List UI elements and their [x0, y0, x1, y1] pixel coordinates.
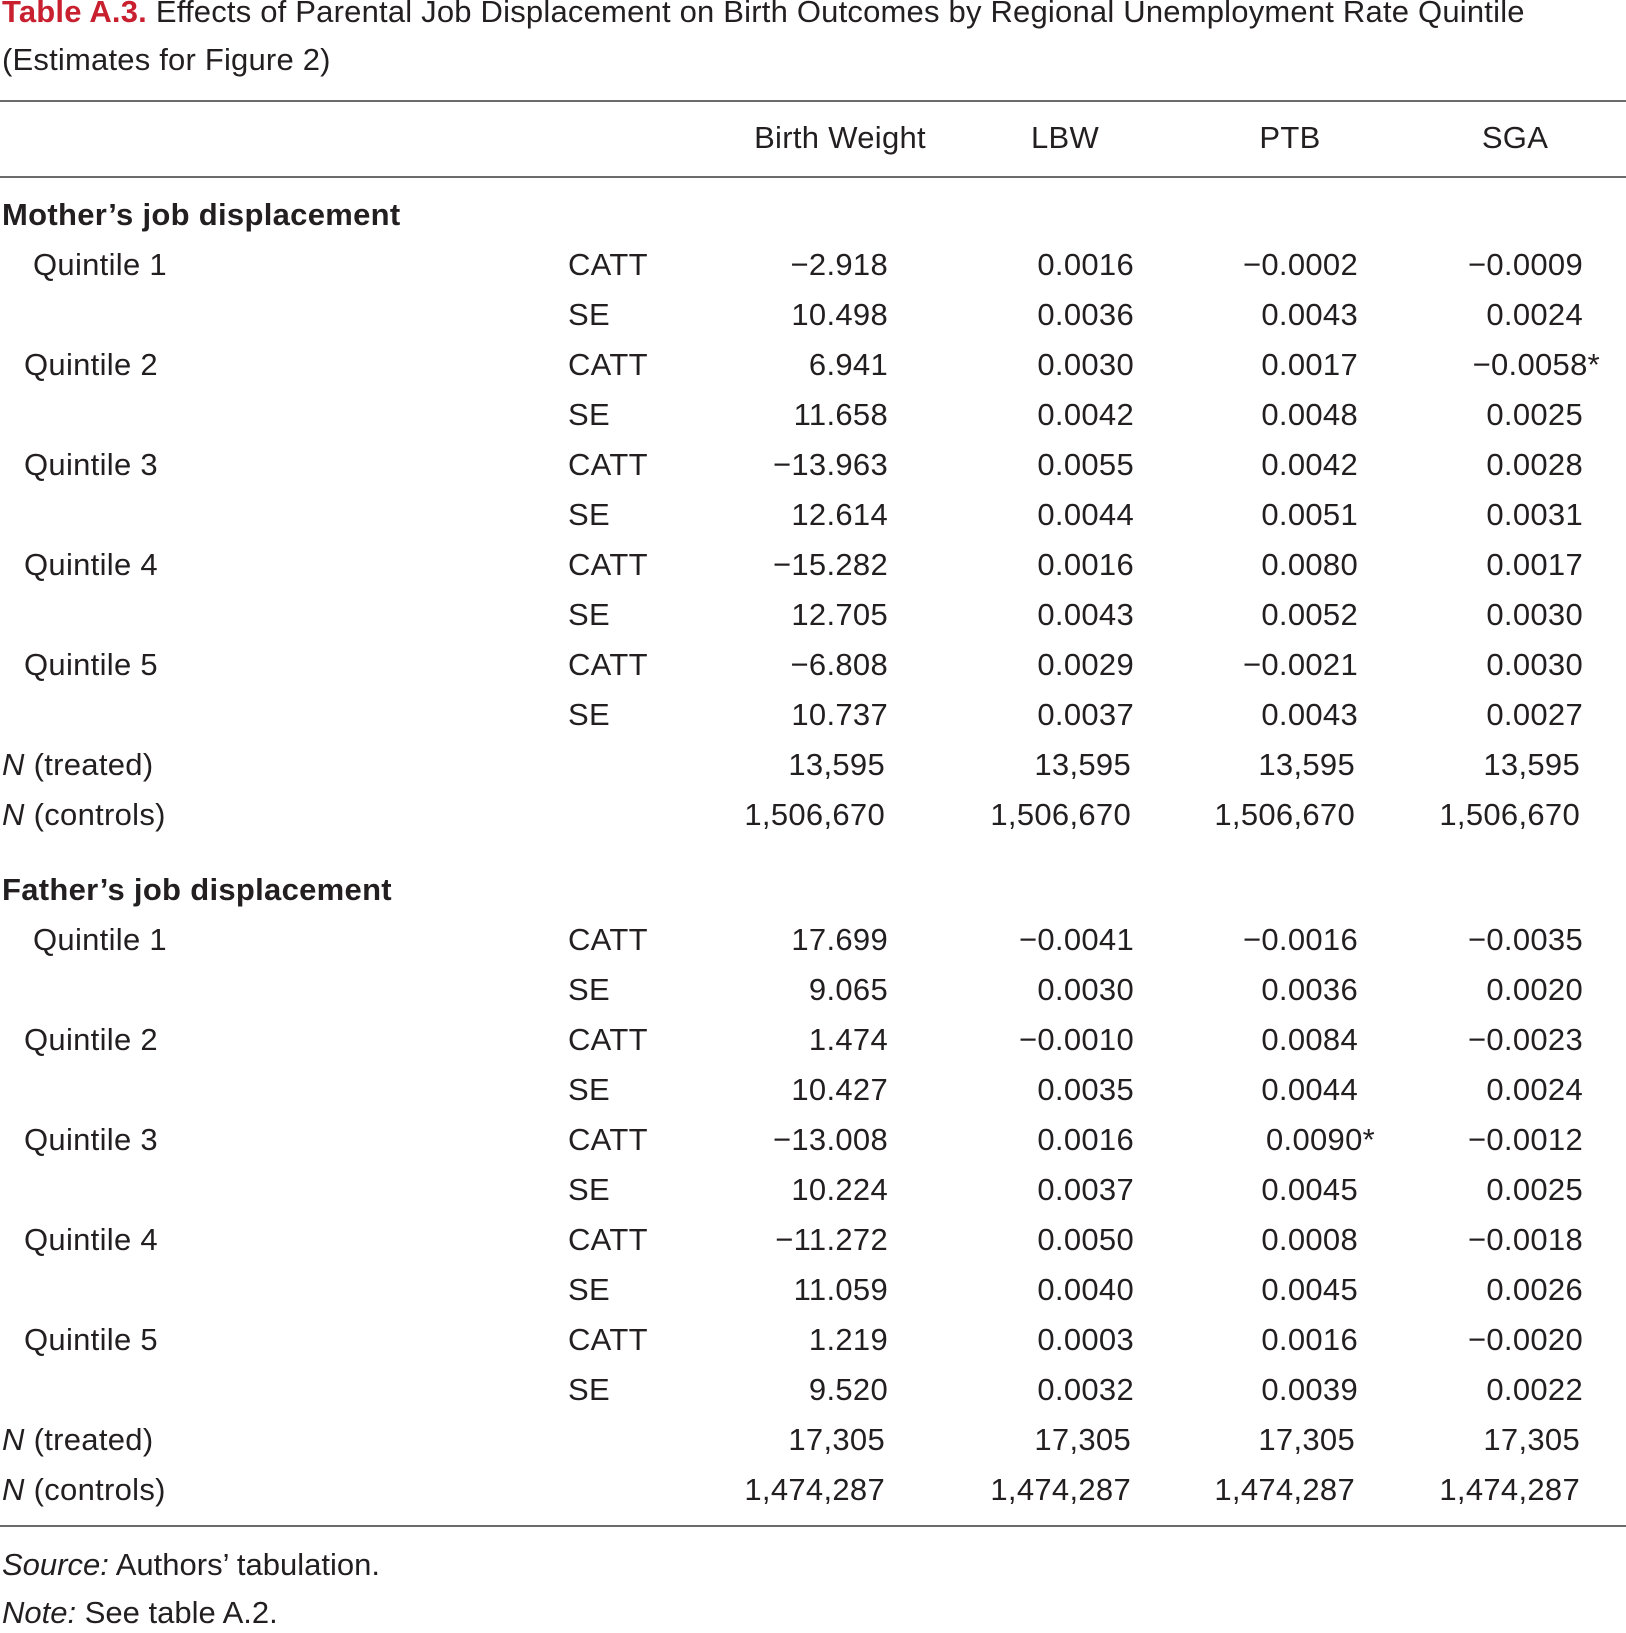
stat-label: SE [568, 1072, 610, 1107]
cell-ptb: 0.0017 [1261, 347, 1358, 382]
column-header-sga: SGA [1481, 120, 1549, 155]
count-ptb: 1,506,670 [1214, 797, 1355, 832]
stat-label: CATT [568, 1222, 648, 1257]
cell-lbw: 0.0040 [1037, 1272, 1134, 1307]
cell-sga: 0.0028 [1486, 447, 1583, 482]
stat-label: SE [568, 697, 610, 732]
stat-label: SE [568, 297, 610, 332]
cell-birth-weight: −13.963 [772, 447, 888, 482]
source-label: Source: [2, 1547, 109, 1582]
cell-sga: 0.0025 [1486, 1172, 1583, 1207]
row-label: Quintile 4 [24, 1222, 158, 1257]
cell-lbw: 0.0029 [1037, 647, 1134, 682]
cell-ptb: 0.0080 [1261, 547, 1358, 582]
stat-label: SE [568, 1372, 610, 1407]
cell-ptb: −0.0002 [1242, 247, 1358, 282]
cell-ptb: −0.0021 [1242, 647, 1358, 682]
cell-birth-weight: 17.699 [791, 922, 888, 957]
cell-lbw: 0.0050 [1037, 1222, 1134, 1257]
panel-heading: Mother’s job displacement [2, 197, 401, 232]
cell-lbw: 0.0016 [1037, 1122, 1134, 1157]
cell-birth-weight: 11.059 [793, 1272, 888, 1307]
cell-ptb: 0.0044 [1261, 1072, 1358, 1107]
cell-ptb: 0.0042 [1261, 447, 1358, 482]
header-rule [0, 176, 1626, 178]
cell-sga: −0.0012 [1467, 1122, 1583, 1157]
count-row-label [2, 745, 153, 785]
cell-lbw: 0.0055 [1037, 447, 1134, 482]
cell-sga: 0.0020 [1486, 972, 1583, 1007]
cell-lbw: 0.0035 [1037, 1072, 1134, 1107]
stat-label: SE [568, 397, 610, 432]
stat-label: CATT [568, 647, 648, 682]
stat-label: SE [568, 1272, 610, 1307]
stat-label: CATT [568, 447, 648, 482]
cell-lbw: 0.0016 [1037, 547, 1134, 582]
row-label: Quintile 2 [24, 347, 158, 382]
cell-ptb: 0.0043 [1261, 297, 1358, 332]
column-header-ptb: PTB [1259, 120, 1321, 155]
stat-label: SE [568, 1172, 610, 1207]
count-lbw: 1,474,287 [990, 1472, 1131, 1507]
cell-ptb: 0.0084 [1261, 1022, 1358, 1057]
top-rule [0, 100, 1626, 102]
cell-lbw: 0.0044 [1037, 497, 1134, 532]
row-label: Quintile 2 [24, 1022, 158, 1057]
count-lbw: 1,506,670 [990, 797, 1131, 832]
cell-sga: −0.0023 [1467, 1022, 1583, 1057]
count-birth-weight: 1,474,287 [744, 1472, 885, 1507]
cell-birth-weight: 6.941 [808, 347, 888, 382]
count-label: (controls) [24, 797, 166, 832]
cell-ptb: 0.0052 [1261, 597, 1358, 632]
count-birth-weight: 1,506,670 [744, 797, 885, 832]
panel-heading: Father’s job displacement [2, 872, 392, 907]
cell-lbw: 0.0037 [1037, 1172, 1134, 1207]
cell-birth-weight: 10.224 [791, 1172, 888, 1207]
cell-birth-weight: −11.272 [775, 1222, 888, 1257]
stat-label: SE [568, 597, 610, 632]
cell-birth-weight: 12.614 [791, 497, 888, 532]
row-label: Quintile 1 [33, 247, 167, 282]
note-line [2, 1593, 278, 1633]
n-symbol: N [2, 1472, 25, 1507]
cell-birth-weight: 1.474 [808, 1022, 888, 1057]
cell-ptb: 0.0008 [1261, 1222, 1358, 1257]
cell-sga: 0.0031 [1486, 497, 1583, 532]
stat-label: CATT [568, 347, 648, 382]
row-label: Quintile 3 [24, 1122, 158, 1157]
cell-sga: −0.0035 [1467, 922, 1583, 957]
count-birth-weight: 17,305 [788, 1422, 885, 1457]
row-label: Quintile 1 [33, 922, 167, 957]
column-header-lbw: LBW [1030, 120, 1100, 155]
cell-ptb: 0.0051 [1261, 497, 1358, 532]
count-ptb: 13,595 [1258, 747, 1355, 782]
note-text: See table A.2. [76, 1595, 278, 1630]
cell-lbw: 0.0016 [1037, 247, 1134, 282]
table-title: Effects of Parental Job Displacement on Birth Outcomes by Regional Unemployment Rate Quintile (Estimates for Figure 2) [2, 0, 1525, 77]
cell-birth-weight: −2.918 [790, 247, 888, 282]
count-label: (controls) [24, 1472, 166, 1507]
cell-ptb: 0.0045 [1261, 1272, 1358, 1307]
stat-label: CATT [568, 1322, 648, 1357]
cell-lbw: 0.0030 [1037, 972, 1134, 1007]
cell-sga: −0.0018 [1467, 1222, 1583, 1257]
count-ptb: 1,474,287 [1214, 1472, 1355, 1507]
cell-sga: −0.0020 [1467, 1322, 1583, 1357]
cell-ptb: 0.0045 [1261, 1172, 1358, 1207]
cell-ptb: 0.0090* [1266, 1122, 1375, 1157]
cell-birth-weight: 10.498 [791, 297, 888, 332]
cell-birth-weight: 11.658 [793, 397, 888, 432]
cell-ptb: 0.0036 [1261, 972, 1358, 1007]
source-text: Authors’ tabulation. [108, 1547, 380, 1582]
count-row-label [2, 795, 166, 835]
stat-label: CATT [568, 922, 648, 957]
count-ptb: 17,305 [1258, 1422, 1355, 1457]
n-symbol: N [2, 797, 25, 832]
n-symbol: N [2, 747, 25, 782]
cell-birth-weight: 9.520 [808, 1372, 888, 1407]
cell-lbw: −0.0010 [1018, 1022, 1134, 1057]
cell-lbw: 0.0043 [1037, 597, 1134, 632]
row-label: Quintile 5 [24, 1322, 158, 1357]
cell-ptb: −0.0016 [1242, 922, 1358, 957]
cell-lbw: 0.0032 [1037, 1372, 1134, 1407]
cell-sga: 0.0022 [1486, 1372, 1583, 1407]
table-caption [2, 0, 1612, 84]
stat-label: SE [568, 972, 610, 1007]
cell-birth-weight: −13.008 [772, 1122, 888, 1157]
cell-sga: 0.0030 [1486, 647, 1583, 682]
n-symbol: N [2, 1422, 25, 1457]
stat-label: CATT [568, 1122, 648, 1157]
cell-ptb: 0.0039 [1261, 1372, 1358, 1407]
cell-birth-weight: 10.427 [791, 1072, 888, 1107]
note-label: Note: [2, 1595, 77, 1630]
cell-sga: 0.0030 [1486, 597, 1583, 632]
count-label: (treated) [24, 1422, 154, 1457]
count-lbw: 17,305 [1034, 1422, 1131, 1457]
row-label: Quintile 3 [24, 447, 158, 482]
cell-birth-weight: 10.737 [791, 697, 888, 732]
count-sga: 17,305 [1483, 1422, 1580, 1457]
stat-label: SE [568, 497, 610, 532]
cell-birth-weight: 12.705 [791, 597, 888, 632]
cell-birth-weight: 1.219 [808, 1322, 888, 1357]
count-sga: 1,474,287 [1439, 1472, 1580, 1507]
cell-lbw: −0.0041 [1018, 922, 1134, 957]
cell-sga: −0.0058* [1472, 347, 1600, 382]
cell-lbw: 0.0030 [1037, 347, 1134, 382]
cell-birth-weight: −6.808 [790, 647, 888, 682]
cell-sga: 0.0017 [1486, 547, 1583, 582]
stat-label: CATT [568, 247, 648, 282]
bottom-rule [0, 1525, 1626, 1527]
table-number: Table A.3. [2, 0, 147, 29]
cell-ptb: 0.0048 [1261, 397, 1358, 432]
count-label: (treated) [24, 747, 154, 782]
count-row-label [2, 1420, 153, 1460]
column-header-birth-weight: Birth Weight [754, 120, 926, 155]
count-row-label [2, 1470, 166, 1510]
cell-sga: 0.0025 [1486, 397, 1583, 432]
cell-sga: −0.0009 [1467, 247, 1583, 282]
cell-ptb: 0.0043 [1261, 697, 1358, 732]
row-label: Quintile 5 [24, 647, 158, 682]
count-sga: 13,595 [1483, 747, 1580, 782]
row-label: Quintile 4 [24, 547, 158, 582]
cell-sga: 0.0026 [1486, 1272, 1583, 1307]
cell-sga: 0.0024 [1486, 297, 1583, 332]
stat-label: CATT [568, 547, 648, 582]
cell-ptb: 0.0016 [1261, 1322, 1358, 1357]
stat-label: CATT [568, 1022, 648, 1057]
count-lbw: 13,595 [1034, 747, 1131, 782]
cell-sga: 0.0024 [1486, 1072, 1583, 1107]
cell-birth-weight: −15.282 [772, 547, 888, 582]
cell-lbw: 0.0037 [1037, 697, 1134, 732]
cell-lbw: 0.0003 [1037, 1322, 1134, 1357]
cell-sga: 0.0027 [1486, 697, 1583, 732]
cell-lbw: 0.0042 [1037, 397, 1134, 432]
source-line [2, 1545, 380, 1585]
count-birth-weight: 13,595 [788, 747, 885, 782]
cell-lbw: 0.0036 [1037, 297, 1134, 332]
count-sga: 1,506,670 [1439, 797, 1580, 832]
cell-birth-weight: 9.065 [808, 972, 888, 1007]
